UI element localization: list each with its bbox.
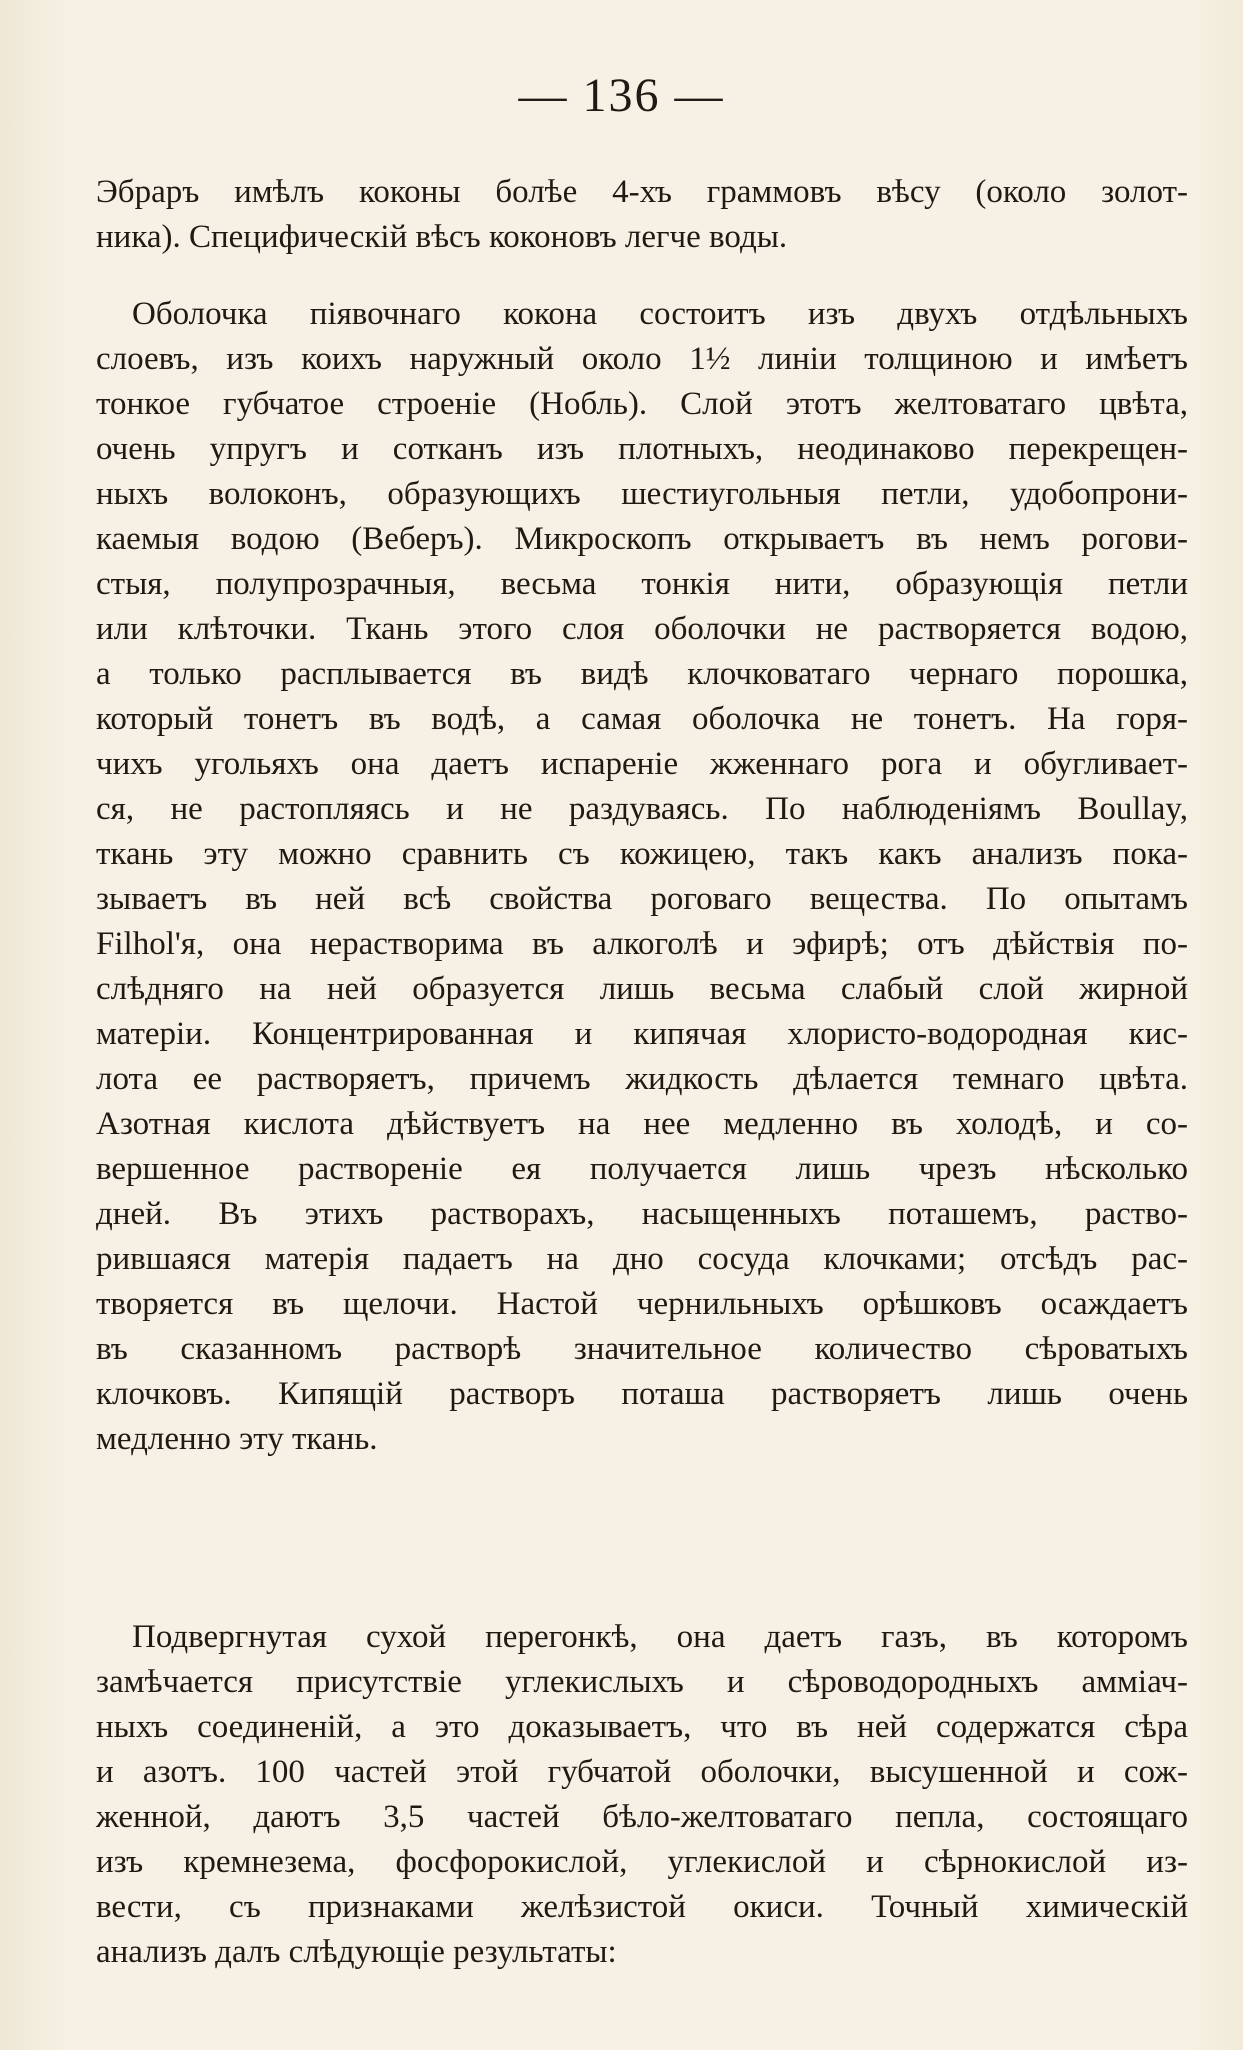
text-line: матеріи. Концентрированная и кипячая хлористо-водородная кис-: [96, 1016, 1188, 1052]
text-line: слѣдняго на ней образуется лишь весьма слабый слой жирной: [96, 971, 1188, 1007]
text-line: или клѣточки. Ткань этого слоя оболочки не растворяется водою,: [96, 611, 1188, 647]
text-line: Оболочка піявочнаго кокона состоитъ изъ двухъ отдѣльныхъ: [132, 296, 1188, 332]
text-line: клочковъ. Кипящій растворъ поташа растворяетъ лишь очень: [96, 1376, 1188, 1412]
text-line: женной, даютъ 3,5 частей бѣло-желтоватаго пепла, состоящаго: [96, 1799, 1188, 1835]
text-line: тонкое губчатое строеніе (Нобль). Слой этотъ желтоватаго цвѣта,: [96, 386, 1188, 422]
text-line: Подвергнутая сухой перегонкѣ, она даетъ газъ, въ которомъ: [132, 1619, 1188, 1655]
text-line: Filhol'я, она нерастворима въ алкоголѣ и эфирѣ; отъ дѣйствія по-: [96, 926, 1188, 962]
text-line: слоевъ, изъ коихъ наружный около 1½ линіи толщиною и имѣетъ: [96, 341, 1188, 377]
text-line: ныхъ соединеній, а это доказываетъ, что въ ней содержатся сѣра: [96, 1709, 1188, 1745]
text-line: зываетъ въ ней всѣ свойства роговаго вещества. По опытамъ: [96, 881, 1188, 917]
text-line: лота ее растворяетъ, причемъ жидкость дѣлается темнаго цвѣта.: [96, 1061, 1188, 1097]
text-line: стыя, полупрозрачныя, весьма тонкія нити, образующія петли: [96, 566, 1188, 602]
text-line: а только расплывается въ видѣ клочковатаго чернаго порошка,: [96, 656, 1188, 692]
page-number: — 136 —: [518, 69, 725, 122]
paragraph-3: [96, 1615, 1188, 1975]
text-line: ся, не растопляясь и не раздуваясь. По наблюденіямъ Boullay,: [96, 791, 1188, 827]
text-line: медленно эту ткань.: [96, 1421, 378, 1457]
paragraph-2: [96, 292, 1188, 1462]
text-line: вести, съ признаками желѣзистой окиси. Точный химическій: [96, 1889, 1188, 1925]
text-line: который тонетъ въ водѣ, а самая оболочка не тонетъ. На горя-: [96, 701, 1188, 737]
text-line: анализъ далъ слѣдующіе результаты:: [96, 1934, 617, 1970]
text-line: очень упругъ и сотканъ изъ плотныхъ, неодинаково перекрещен-: [96, 431, 1188, 467]
text-line: ткань эту можно сравнить съ кожицею, такъ какъ анализъ пока-: [96, 836, 1188, 872]
text-line: изъ кремнезема, фосфорокислой, углекислой и сѣрнокислой из-: [96, 1844, 1188, 1880]
text-line: ныхъ волоконъ, образующихъ шестиугольныя петли, удобопрони-: [96, 476, 1188, 512]
text-line: Эбраръ имѣлъ коконы болѣе 4-хъ граммовъ вѣсу (около золот-: [96, 174, 1188, 210]
text-line: рившаяся матерія падаетъ на дно сосуда клочками; отсѣдъ рас-: [96, 1241, 1188, 1277]
text-line: дней. Въ этихъ растворахъ, насыщенныхъ поташемъ, раство-: [96, 1196, 1188, 1232]
text-line: ника). Специфическій вѣсъ коконовъ легче воды.: [96, 219, 788, 255]
text-line: замѣчается присутствіе углекислыхъ и сѣроводородныхъ амміач-: [96, 1664, 1188, 1700]
text-line: чихъ угольяхъ она даетъ испареніе жженнаго рога и обугливает-: [96, 746, 1188, 782]
text-line: въ сказанномъ растворѣ значительное количество сѣроватыхъ: [96, 1331, 1188, 1367]
text-line: Азотная кислота дѣйствуетъ на нее медленно въ холодѣ, и со-: [96, 1106, 1188, 1142]
text-line: творяется въ щелочи. Настой чернильныхъ орѣшковъ осаждаетъ: [96, 1286, 1188, 1322]
paragraph-1: [96, 170, 1188, 260]
text-line: и азотъ. 100 частей этой губчатой оболочки, высушенной и сож-: [96, 1754, 1188, 1790]
text-line: каемыя водою (Веберъ). Микроскопъ открываетъ въ немъ рогови-: [96, 521, 1188, 557]
text-line: вершенное раствореніе ея получается лишь чрезъ нѣсколько: [96, 1151, 1188, 1187]
